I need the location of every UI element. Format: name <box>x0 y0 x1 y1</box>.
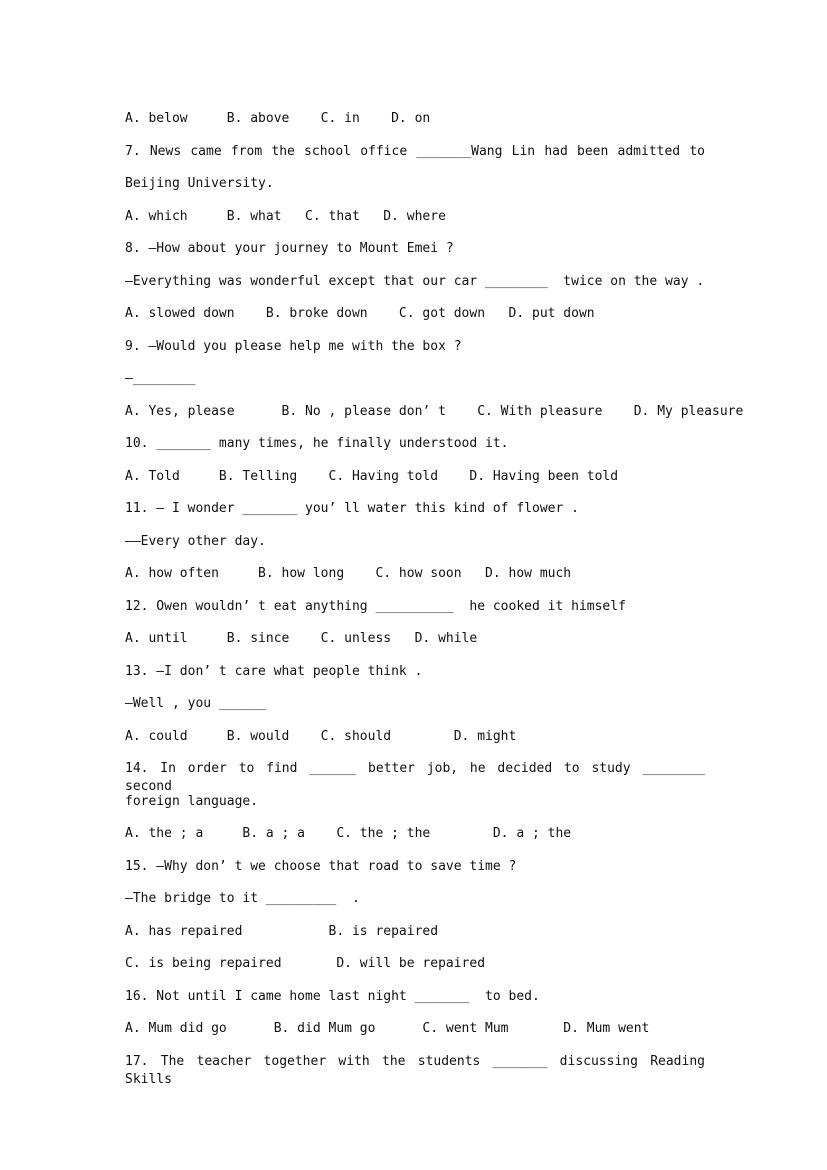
q12-options: A. until B. since C. unless D. while <box>125 631 478 646</box>
q8-options: A. slowed down B. broke down C. got down D. put down <box>125 306 595 321</box>
q7-stem-continued: Beijing University. <box>125 176 274 191</box>
q13-stem: 13. —I don’ t care what people think . <box>125 664 423 679</box>
q15-stem: 15. —Why don’ t we choose that road to save time ? <box>125 859 517 874</box>
q13-response: —Well , you ______ <box>125 696 266 711</box>
q7-options: A. which B. what C. that D. where <box>125 209 446 224</box>
q13-options: A. could B. would C. should D. might <box>125 729 517 744</box>
q10-stem: 10. _______ many times, he finally understood it. <box>125 436 509 451</box>
q11-stem: 11. — I wonder _______ you’ ll water this kind of flower . <box>125 501 579 516</box>
q8-response: —Everything was wonderful except that our car ________ twice on the way . <box>125 274 705 289</box>
q9-stem: 9. —Would you please help me with the box ? <box>125 339 462 354</box>
q12-stem: 12. Owen wouldn’ t eat anything __________ he cooked it himself <box>125 599 626 614</box>
q16-stem: 16. Not until I came home last night _______ to bed. <box>125 989 540 1004</box>
q15-options-row2: C. is being repaired D. will be repaired <box>125 956 486 971</box>
q17-stem: 17. The teacher together with the students _______ discussing Reading Skills <box>125 1054 705 1087</box>
q11-options: A. how often B. how long C. how soon D. how much <box>125 566 572 581</box>
q8-stem: 8. —How about your journey to Mount Emei ? <box>125 241 454 256</box>
q9-options: A. Yes, please B. No , please don’ t C. With pleasure D. My pleasure <box>125 404 744 419</box>
q14-stem-continued: foreign language. <box>125 794 259 809</box>
q15-response: —The bridge to it _________ . <box>125 891 360 906</box>
q14-stem: 14. In order to find ______ better job, he decided to study ________ second <box>125 761 705 794</box>
q16-options: A. Mum did go B. did Mum go C. went Mum D. Mum went <box>125 1021 650 1036</box>
q6-options: A. below B. above C. in D. on <box>125 111 431 126</box>
q7-stem: 7. News came from the school office _______Wang Lin had been admitted to <box>125 144 705 159</box>
q14-options: A. the ; a B. a ; a C. the ; the D. a ; the <box>125 826 572 841</box>
q15-options-row1: A. has repaired B. is repaired <box>125 924 439 939</box>
q9-response: —________ <box>125 371 196 386</box>
q10-options: A. Told B. Telling C. Having told D. Having been told <box>125 469 619 484</box>
q11-response: ——Every other day. <box>125 534 266 549</box>
